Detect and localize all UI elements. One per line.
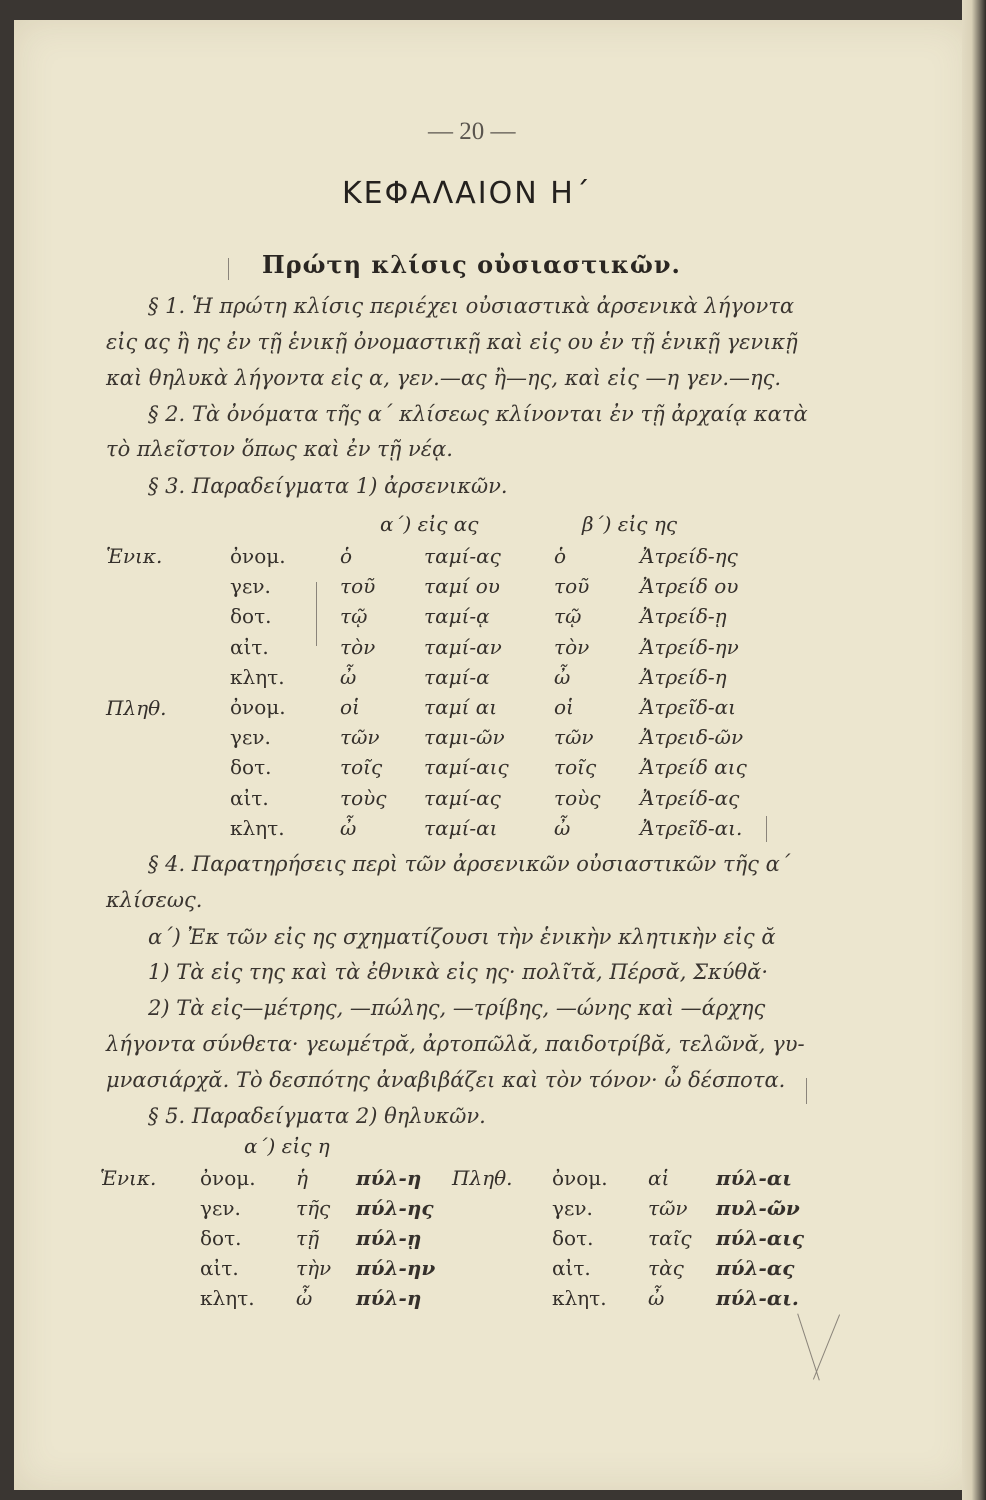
table2-header: α΄) εἰς η	[244, 1134, 330, 1158]
case-label: ὀνομ.	[552, 1166, 608, 1190]
article-a: ὦ	[340, 664, 357, 689]
word-a: ταμί-α	[424, 664, 490, 689]
article-a: τοῦ	[340, 574, 376, 599]
word-a: ταμί-ας	[424, 785, 501, 810]
case-label: κλητ.	[230, 664, 285, 689]
word-a: ταμί-αν	[424, 634, 502, 659]
word-singular: πύλ-ης	[356, 1196, 434, 1220]
paragraph-line: μνασιάρχᾰ. Τὸ δεσπότης ἀναβιβάζει καὶ τὸν τόνον· ὦ δέσποτα.	[106, 1068, 786, 1092]
paragraph-line: καὶ θηλυκὰ λήγοντα εἰς α, γεν.—ας ἢ—ης, καὶ εἰς —η γεν.—ης.	[106, 366, 782, 390]
word-b: Ἀτρείδ-ῃ	[640, 604, 727, 629]
pencil-mark	[228, 258, 229, 280]
article-a: ὦ	[340, 815, 357, 840]
case-label: αἰτ.	[552, 1256, 591, 1280]
article-plural: ταῖς	[648, 1226, 692, 1250]
article-b: τὸν	[554, 634, 590, 659]
article-b: ὁ	[554, 544, 567, 568]
article-a: ὁ	[340, 544, 353, 568]
case-label: γεν.	[230, 574, 271, 599]
article-a: τῷ	[340, 604, 368, 629]
article-a: τὸν	[340, 634, 376, 659]
article-b: τοῖς	[554, 755, 597, 780]
case-label: γεν.	[552, 1196, 593, 1220]
word-a: ταμί-ας	[424, 544, 501, 568]
article-b: τῶν	[554, 725, 594, 750]
pencil-mark	[806, 1078, 807, 1104]
word-singular: πύλ-η	[356, 1166, 422, 1190]
word-singular: πύλ-ην	[356, 1256, 436, 1280]
article-singular: τὴν	[296, 1256, 332, 1280]
pencil-mark	[316, 582, 317, 646]
article-b: ὦ	[554, 815, 571, 840]
article-a: οἱ	[340, 695, 360, 719]
paragraph-line: § 3. Παραδείγματα 1) ἀρσενικῶν.	[148, 474, 508, 498]
case-label: αἰτ.	[200, 1256, 239, 1280]
word-a: ταμί-αι	[424, 815, 498, 840]
book-spine-edge	[962, 0, 986, 1500]
word-a: ταμί-αις	[424, 755, 509, 780]
case-label: γεν.	[230, 725, 271, 750]
case-label: δοτ.	[200, 1226, 242, 1250]
word-plural: πύλ-ας	[716, 1256, 795, 1280]
case-label: αἰτ.	[230, 634, 269, 659]
word-b: Ἀτρείδ-ας	[640, 785, 740, 810]
pencil-mark	[766, 816, 767, 842]
article-singular: τῆς	[296, 1196, 331, 1220]
article-singular: τῇ	[296, 1226, 320, 1250]
case-label: δοτ.	[230, 755, 272, 780]
paragraph-line: § 1. Ἡ πρώτη κλίσις περιέχει οὐσιαστικὰ ἀρσενικὰ λήγοντα	[148, 294, 795, 318]
article-a: τοὺς	[340, 785, 387, 810]
case-label: δοτ.	[552, 1226, 594, 1250]
word-plural: πυλ-ῶν	[716, 1196, 800, 1220]
paragraph-line: α΄) Ἐκ τῶν εἰς ης σχηματίζουσι τὴν ἑνικὴν κλητικὴν εἰς ᾰ	[148, 925, 776, 949]
case-label: κλητ.	[552, 1286, 607, 1310]
word-b: Ἀτρείδ-η	[640, 664, 727, 689]
word-singular: πύλ-ῃ	[356, 1226, 422, 1250]
article-b: οἱ	[554, 695, 574, 719]
word-singular: πύλ-η	[356, 1286, 422, 1310]
article-plural: ὦ	[648, 1286, 665, 1310]
word-plural: πύλ-αις	[716, 1226, 805, 1250]
paragraph-line: § 4. Παρατηρήσεις περὶ τῶν ἀρσενικῶν οὐσιαστικῶν τῆς α΄	[148, 852, 791, 876]
article-b: τοῦ	[554, 574, 590, 599]
paragraph-line: 1) Τὰ εἰς της καὶ τὰ ἐθνικὰ εἰς ης· πολῖτᾰ, Πέρσᾰ, Σκύθᾰ·	[148, 960, 768, 984]
case-label: αἰτ.	[230, 785, 269, 810]
case-label: κλητ.	[230, 815, 285, 840]
article-singular: ἡ	[296, 1166, 308, 1190]
article-singular: ὦ	[296, 1286, 313, 1310]
table2-number-singular: Ἑνικ.	[100, 1166, 157, 1190]
article-plural: τῶν	[648, 1196, 688, 1220]
article-plural: αἱ	[648, 1166, 670, 1190]
paragraph-line: § 5. Παραδείγματα 2) θηλυκῶν.	[148, 1104, 486, 1128]
section-title: Πρώτη κλίσις οὐσιαστικῶν.	[262, 250, 681, 279]
article-b: τοὺς	[554, 785, 601, 810]
word-a: ταμι-ῶν	[424, 725, 505, 750]
paragraph-line: τὸ πλεῖστον ὅπως καὶ ἐν τῇ νέᾳ.	[106, 437, 453, 461]
paragraph-line: κλίσεως.	[106, 888, 203, 912]
table1-number-plural: Πληθ.	[106, 696, 167, 720]
word-b: Ἀτρείδ ου	[640, 574, 739, 599]
word-a: ταμί ου	[424, 574, 500, 599]
case-label: δοτ.	[230, 604, 272, 629]
article-a: τοῖς	[340, 755, 383, 780]
paragraph-line: εἰς ας ἢ ης ἐν τῇ ἑνικῇ ὀνομαστικῇ καὶ εἰς ου ἐν τῇ ἑνικῇ γενικῇ	[106, 330, 798, 354]
case-label: ὀνομ.	[230, 695, 286, 719]
paragraph-line: 2) Τὰ εἰς—μέτρης, —πώλης, —τρίβης, —ώνης καὶ —άρχης	[148, 996, 766, 1020]
word-a: ταμί αι	[424, 695, 498, 719]
chapter-heading: ΚΕΦΑΛΑΙΟΝ Η΄	[342, 176, 592, 211]
word-plural: πύλ-αι.	[716, 1286, 799, 1310]
word-a: ταμί-ᾳ	[424, 604, 490, 629]
word-b: Ἀτρείδ-ης	[640, 544, 738, 568]
word-b: Ἀτρείδ αις	[640, 755, 747, 780]
table1-header-a: α΄) εἰς ας	[380, 512, 479, 536]
table1-number-singular: Ἑνικ.	[106, 544, 163, 568]
table2-number-plural: Πληθ.	[452, 1166, 513, 1190]
case-label: ὀνομ.	[200, 1166, 256, 1190]
case-label: γεν.	[200, 1196, 241, 1220]
paragraph-line: § 2. Τὰ ὀνόματα τῆς α΄ κλίσεως κλίνονται ἐν τῇ ἀρχαίᾳ κατὰ	[148, 402, 808, 426]
case-label: ὀνομ.	[230, 544, 286, 568]
case-label: κλητ.	[200, 1286, 255, 1310]
page-number: — 20 —	[428, 118, 516, 145]
paragraph-line: λήγοντα σύνθετα· γεωμέτρᾰ, ἀρτοπῶλᾰ, παιδοτρίβᾰ, τελῶνᾰ, γυ-	[106, 1032, 805, 1056]
article-b: ὦ	[554, 664, 571, 689]
word-b: Ἀτρεῖδ-αι.	[640, 815, 743, 840]
article-a: τῶν	[340, 725, 380, 750]
word-plural: πύλ-αι	[716, 1166, 792, 1190]
word-b: Ἀτρείδ-ην	[640, 634, 739, 659]
table1-header-b: β΄) εἰς ης	[582, 512, 678, 536]
article-b: τῷ	[554, 604, 582, 629]
article-plural: τὰς	[648, 1256, 684, 1280]
word-b: Ἀτρεῖδ-αι	[640, 695, 736, 719]
word-b: Ἀτρειδ-ῶν	[640, 725, 744, 750]
